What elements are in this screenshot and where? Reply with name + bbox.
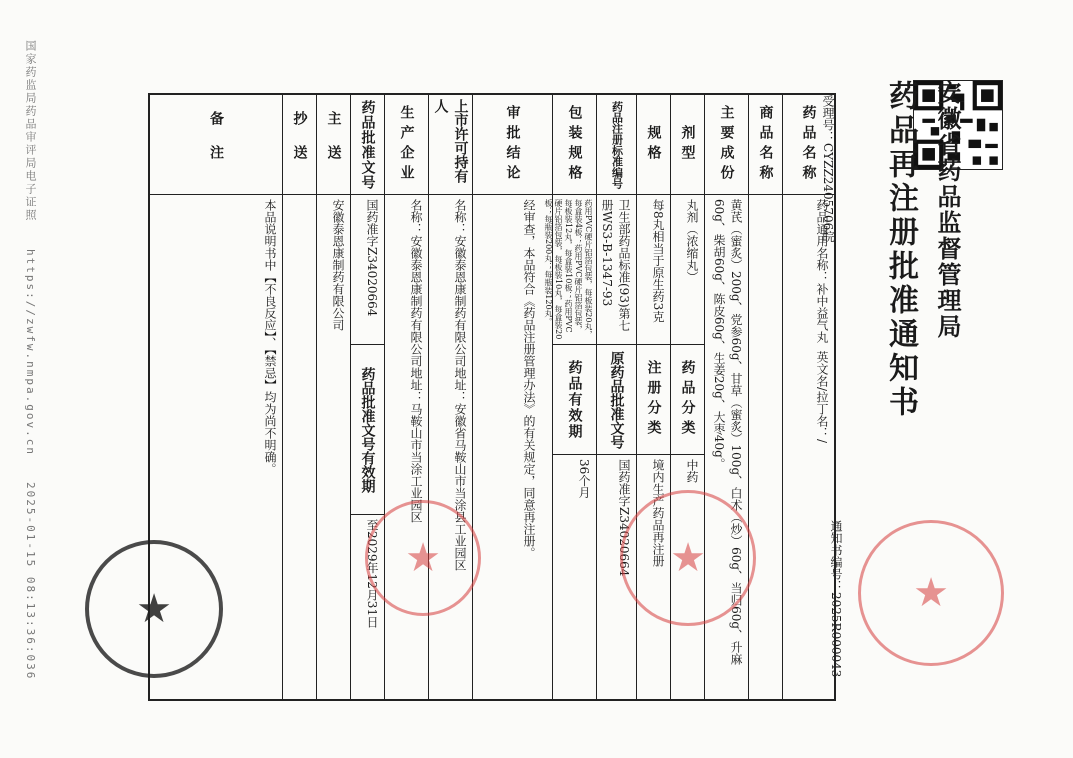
company-stamp: ★ <box>858 520 1004 666</box>
row-drug-name <box>782 95 834 699</box>
acceptance-number: 受理号：CYZZ2405706皖 <box>821 95 835 243</box>
label-category: 药品分类 <box>671 345 704 455</box>
label-main-ingredients: 主要成份 <box>705 95 748 195</box>
value-package: 药用PVC硬片铝箔包装，每板装20丸，每盒装4板；药用PVC硬片铝箔包装，每板装12丸，每盒装10板；药用PVC硬片铝箔包装，每板装10丸，每盒装20板；每瓶装200丸；每瓶装120丸。 <box>553 195 596 345</box>
value-spec: 每8丸相当于原生药3克 <box>637 195 670 345</box>
label-manufacturer: 生产企业 <box>385 95 428 195</box>
value-main-ingredients: 黄芪（蜜炙）200g、党参60g、甘草（蜜炙）100g、白术（炒）60g、当归60g、升麻60g、柴胡60g、陈皮60g、生姜20g、大枣40g。 <box>712 199 743 666</box>
label-approval-validity: 药品批准文号有效期 <box>351 345 384 515</box>
value-approval-no: 国药准字Z34020664 <box>351 195 384 345</box>
label-product-name: 商品名称 <box>749 95 782 195</box>
value-category: 中药 <box>685 459 699 483</box>
value-validity: 36个月 <box>577 459 591 499</box>
value-original-no: 国药准字Z34020664 <box>617 459 631 577</box>
row-approval-no <box>350 95 384 699</box>
value-manufacturer: 名称：安徽泰恩康制药有限公司 地址：马鞍山市当涂工业园区 <box>409 199 423 523</box>
footer-time: 2025-01-15 08:13:36:036 <box>24 482 37 681</box>
value-cc <box>283 195 316 699</box>
footer-issuer: 国家药监局药品审评局电子证照 <box>24 40 37 222</box>
value-product-name <box>749 195 782 699</box>
title-block <box>864 80 965 640</box>
regional-stamp: ★ <box>620 490 756 626</box>
row-main-ingredients <box>704 95 748 699</box>
label-package: 包装规格 <box>553 95 596 195</box>
label-mah: 上市许可持有人 <box>429 95 472 195</box>
value-standard-no: 卫生部药品标准(93)第七册WS3-B-1347-93 <box>597 195 636 345</box>
registration-table <box>148 93 836 701</box>
value-remark: 本品说明书中【不良反应】、【禁忌】均为尚不明确。 <box>263 199 277 475</box>
row-cc <box>282 95 316 699</box>
issuer-name: 安徽省药品监督管理局 <box>933 80 962 340</box>
label-dosage-form: 剂型 <box>671 95 704 195</box>
red-stamp-lower: ★ <box>365 500 481 616</box>
value-mah: 名称：安徽泰恩康制药有限公司 地址：安徽省马鞍山市当涂县工业园区 <box>453 199 467 571</box>
row-dosage-form <box>670 95 704 699</box>
label-conclusion: 审批结论 <box>473 95 552 195</box>
row-spec <box>636 95 670 699</box>
label-drug-name: 药品名称 <box>783 95 834 195</box>
electronic-license-footer <box>22 40 38 720</box>
row-standard <box>596 95 636 699</box>
value-main-send: 安徽泰恩康制药有限公司 <box>331 199 345 331</box>
value-reg-class: 境内生产药品再注册 <box>651 459 665 567</box>
label-standard-no: 药品注册标准编号 <box>597 95 636 195</box>
footer-url[interactable]: https://zwfw.nmpa.gov.cn <box>24 248 37 456</box>
label-main-send: 主送 <box>317 95 350 195</box>
row-manufacturer <box>384 95 428 699</box>
row-main-send <box>316 95 350 699</box>
notice-number: 通知书编号：2025R000043 <box>829 520 843 678</box>
label-approval-no: 药品批准文号 <box>351 95 384 195</box>
value-approval-validity: 至2029年12月31日 <box>365 519 379 629</box>
label-remark: 备注 <box>150 95 282 195</box>
official-stamp: ★ <box>85 540 223 678</box>
row-mah <box>428 95 472 699</box>
document-title: 药品再注册批准通知书 <box>883 80 918 420</box>
row-conclusion <box>472 95 552 699</box>
value-generic-name: 药品通用名称：补中益气丸 英文名/拉丁名：/ <box>815 199 829 443</box>
label-validity: 药品有效期 <box>553 345 596 455</box>
row-remark <box>150 95 282 699</box>
row-product-name <box>748 95 782 699</box>
label-reg-class: 注册分类 <box>637 345 670 455</box>
label-cc: 抄送 <box>283 95 316 195</box>
value-dosage-form: 丸剂（浓缩丸） <box>671 195 704 345</box>
label-original-no: 原药品批准文号 <box>597 345 636 455</box>
value-conclusion: 经审查，本品符合《药品注册管理办法》的有关规定，同意再注册。 <box>522 199 536 559</box>
row-package <box>544 95 596 699</box>
label-spec: 规格 <box>637 95 670 195</box>
